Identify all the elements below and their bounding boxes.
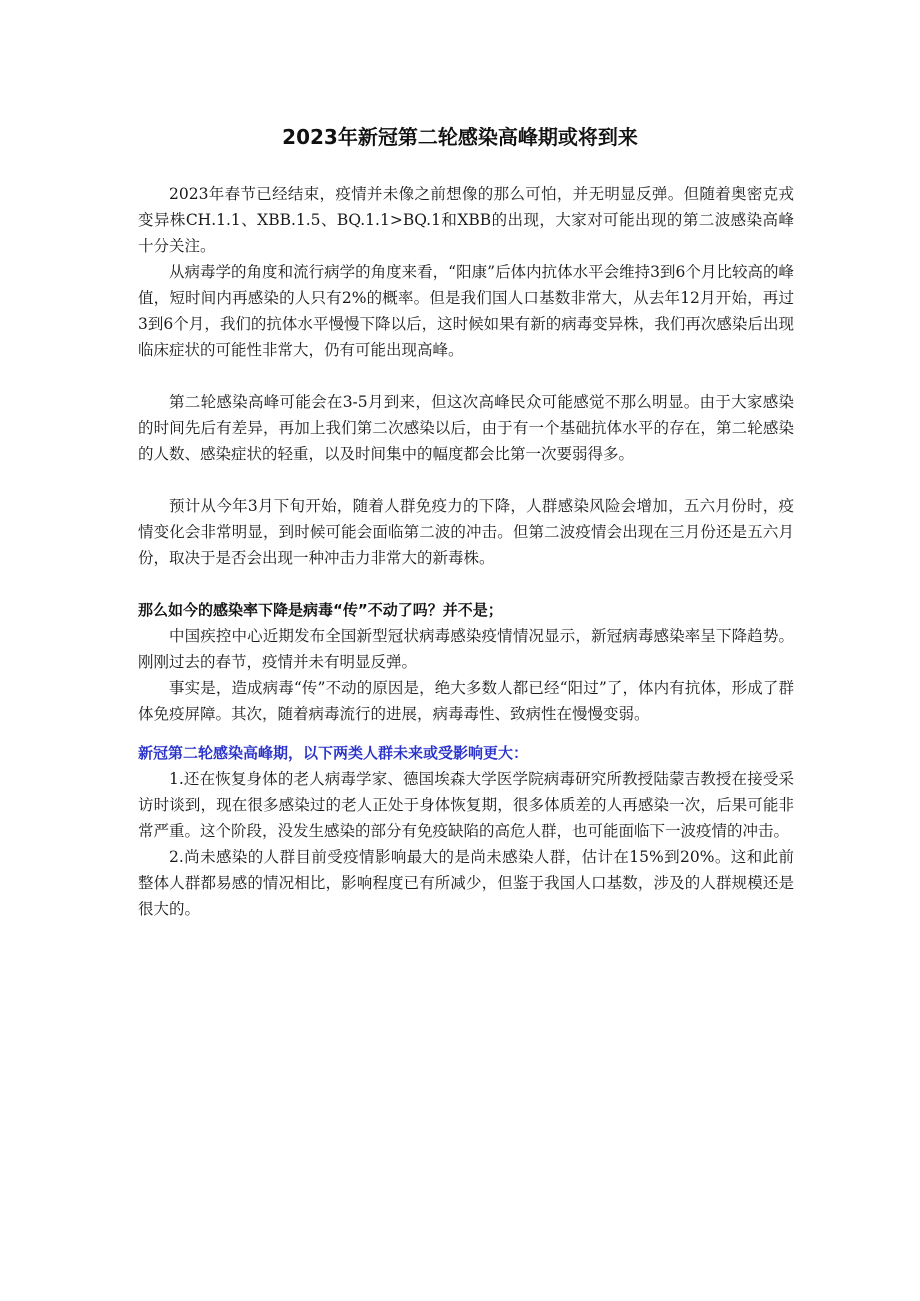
paragraph-gap <box>138 727 794 740</box>
paragraph-3: 第二轮感染高峰可能会在3-5月到来，但这次高峰民众可能感觉不那么明显。由于大家感染的时间先后有差异，再加上我们第二次感染以后，由于有一个基础抗体水平的存在，第二轮感染的人数、感染症状的轻重，以及时间集中的幅度都会比第一次要弱得多。 <box>138 393 794 463</box>
document-title: 2023年新冠第二轮感染高峰期或将到来 <box>282 125 638 149</box>
paragraph-gap <box>138 363 794 389</box>
section-heading-1: 那么如今的感染率下降是病毒“传”不动了吗？并不是； <box>138 601 503 619</box>
section-heading-2: 新冠第二轮感染高峰期，以下两类人群未来或受影响更大： <box>138 744 529 762</box>
document-body <box>138 181 794 922</box>
paragraph-8: 2.尚未感染的人群目前受疫情影响最大的是尚未感染人群，估计在15%到20%。这和此前整体人群都易感的情况相比，影响程度已有所减少，但鉴于我国人口基数，涉及的人群规模还是很大的。 <box>138 848 794 918</box>
paragraph-1: 2023年春节已经结束，疫情并未像之前想像的那么可怕，并无明显反弹。但随着奥密克戎变异株CH.1.1、XBB.1.5、BQ.1.1>BQ.1和XBB的出现，大家对可能出现的第二波感染高峰十分关注。 <box>138 185 794 255</box>
paragraph-7: 1.还在恢复身体的老人病毒学家、德国埃森大学医学院病毒研究所教授陆蒙吉教授在接受采访时谈到，现在很多感染过的老人正处于身体恢复期，很多体质差的人再感染一次，后果可能非常严重。这个阶段，没发生感染的部分有免疫缺陷的高危人群，也可能面临下一波疫情的冲击。 <box>138 770 794 840</box>
paragraph-gap <box>138 467 794 493</box>
paragraph-6: 事实是，造成病毒“传”不动的原因是，绝大多数人都已经“阳过”了，体内有抗体，形成了群体免疫屏障。其次，随着病毒流行的进展，病毒毒性、致病性在慢慢变弱。 <box>138 679 794 723</box>
paragraph-4: 预计从今年3月下旬开始，随着人群免疫力的下降，人群感染风险会增加，五六月份时，疫情变化会非常明显，到时候可能会面临第二波的冲击。但第二波疫情会出现在三月份还是五六月份，取决于是否会出现一种冲击力非常大的新毒株。 <box>138 497 794 567</box>
paragraph-gap <box>138 571 794 597</box>
paragraph-5: 中国疾控中心近期发布全国新型冠状病毒感染疫情情况显示，新冠病毒感染率呈下降趋势。刚刚过去的春节，疫情并未有明显反弹。 <box>138 627 794 671</box>
paragraph-2: 从病毒学的角度和流行病学的角度来看，“阳康”后体内抗体水平会维持3到6个月比较高的峰值，短时间内再感染的人只有2%的概率。但是我们国人口基数非常大，从去年12月开始，再过3到6个月，我们的抗体水平慢慢下降以后，这时候如果有新的病毒变异株，我们再次感染后出现临床症状的可能性非常大，仍有可能出现高峰。 <box>138 263 794 359</box>
